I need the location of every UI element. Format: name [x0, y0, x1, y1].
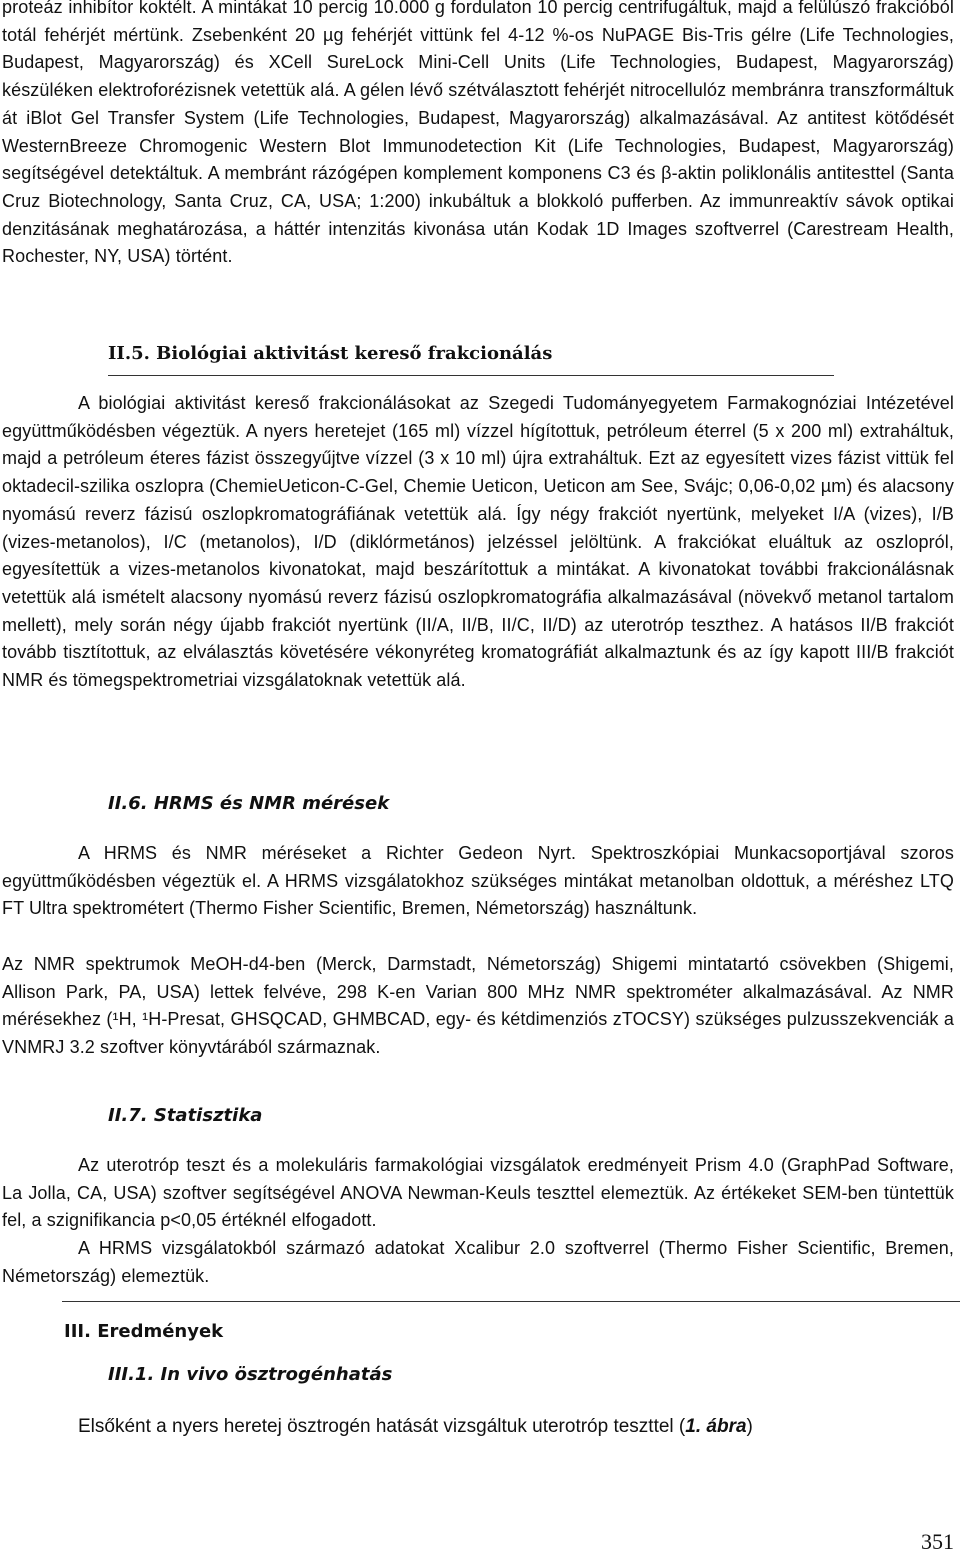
- results-intro-close: ): [746, 1416, 753, 1437]
- statistics-paragraph: Az uterotróp teszt és a molekuláris farmakológiai vizsgálatok eredményeit Prism 4.0 (GraphPad Software, La Jolla, CA, USA) szoftver segítségével ANOVA Newman-Keuls teszttel elemeztük. Az értékeket SEM-ben tüntettük fel, a szignifikancia p<0,05 értéknél elfogadott.: [2, 1155, 954, 1231]
- fractionation-paragraph: A biológiai aktivitást kereső frakcionálásokat az Szegedi Tudományegyetem Farmakognóziai Intézetével együttműködésben végeztük. A nyers heretejet (165 ml) vízzel hígítottuk, petróleum éterrel (5 x 200 ml) extraháltuk, majd a petróleum éteres fázist összegyűjtve vízzel (3 x 10 ml) újra extraháltuk. Ezt az egyesített vizes fázist vittük fel oktadecil-szilika oszlopra (ChemieUeticon-C-Gel, Chemie Ueticon, Ueticon am See, Svájc; 0,06-0,02 µm) és alacsony nyomású reverz fázisú oszlopkromatográfiának vetettük alá. Így négy frakciót nyertünk, melyeket I/A (vizes), I/B (vizes-metanolos), I/C (metanolos), I/D (diklórmetános) jelzéssel jelöltünk. A frakciókat eluáltuk az oszlopról, egyesítettük a vizes-metanolos kivonatokat, majd beszárítottuk a mintákat. A kivonatokat további frakcionálásnak vetettük alá ismételt alacsony nyomású reverz fázisú oszlopkromatográfia alkalmazásával (növekvő metanol tartalom mellett), mely során négy újabb frakciót nyertünk (II/A, II/B, II/C, II/D) az uterotróp teszthez. A hatásos II/B frakciót tovább tisztítottuk, az elválasztás követésére vékonyréteg kromatográfiát alkalmaztunk és az így kapott III/B frakciót NMR és tömegspektrometriai vizsgálatoknak vetettük alá.: [2, 393, 954, 691]
- xcalibur-paragraph: A HRMS vizsgálatokból származó adatokat Xcalibur 2.0 szoftverrel (Thermo Fisher Scientific, Bremen, Németország) elemeztük.: [2, 1238, 954, 1286]
- results-rule: [62, 1301, 960, 1302]
- heading-rule-ii5: [108, 375, 834, 376]
- results-intro-line: [78, 1414, 753, 1440]
- section-heading-iii: III. Eredmények: [64, 1321, 224, 1342]
- figure-reference: 1. ábra: [685, 1416, 747, 1437]
- hrms-nmr-paragraph: A HRMS és NMR méréseket a Richter Gedeon Nyrt. Spektroszkópiai Munkacsoportjával szoros együttműködésben végeztük el. A HRMS vizsgálatokhoz szükséges mintákat metanolban oldottuk, a méréshez LTQ FT Ultra spektrométert (Thermo Fisher Scientific, Bremen, Németország) használtunk.: [2, 843, 954, 919]
- section-heading-ii7: II.7. Statisztika: [108, 1105, 263, 1126]
- section-heading-ii6: II.6. HRMS és NMR mérések: [108, 793, 390, 814]
- page-number: 351: [921, 1529, 954, 1554]
- nmr-spectra-paragraph: Az NMR spektrumok MeOH-d4-ben (Merck, Darmstadt, Németország) Shigemi mintatartó csövekben (Shigemi, Allison Park, PA, USA) lettek felvéve, 298 K-en Varian 800 MHz NMR spektrométer alkalmazásával. Az NMR mérésekhez (¹H, ¹H-Presat, GHSQCAD, GHMBCAD, egy- és kétdimenziós zTOCSY) szükséges pulzusszekvenciák a VNMRJ 3.2 szoftver könyvtárából származnak.: [2, 954, 954, 1058]
- section-heading-ii5: II.5. Biológiai aktivitást kereső frakcionálás: [108, 343, 553, 364]
- section-heading-iii1: III.1. In vivo ösztrogénhatás: [108, 1364, 393, 1385]
- results-intro-text: Elsőként a nyers heretej ösztrogén hatását vizsgáltuk uterotróp teszttel (: [78, 1416, 686, 1437]
- methods-paragraph-western-blot: proteáz inhibítor koktélt. A mintákat 10 percig 10.000 g fordulaton 10 percig centrifugáltuk, majd a felülúszó frakcióból totál fehérjét mértünk. Zsebenként 20 µg fehérjét vittünk fel 4-12 %-os NuPAGE Bis-Tris gélre (Life Technologies, Budapest, Magyarország) és XCell SureLock Mini-Cell Units (Life Technologies, Budapest, Magyarország) készüléken elektroforézisnek vetettük alá. A gélen lévő szétválasztott fehérjét nitrocellulóz membránra transzformáltuk át iBlot Gel Transfer System (Life Technologies, Budapest, Magyarország) alkalmazásával. Az antitest kötődését WesternBreeze Chromogenic Western Blot Immunodetection Kit (Life Technologies, Budapest, Magyarország) segítségével detektáltuk. A membránt rázógépen komplement komponens C3 és β-aktin poliklonális antitesttel (Santa Cruz Biotechnology, Santa Cruz, CA, USA; 1:200) inkubáltuk a blokkoló pufferben. Az immunreaktív sávok optikai denzitásának meghatározása, a háttér intenzitás kivonása után Kodak 1D Images szoftverrel (Carestream Health, Rochester, NY, USA) történt.: [2, 0, 954, 267]
